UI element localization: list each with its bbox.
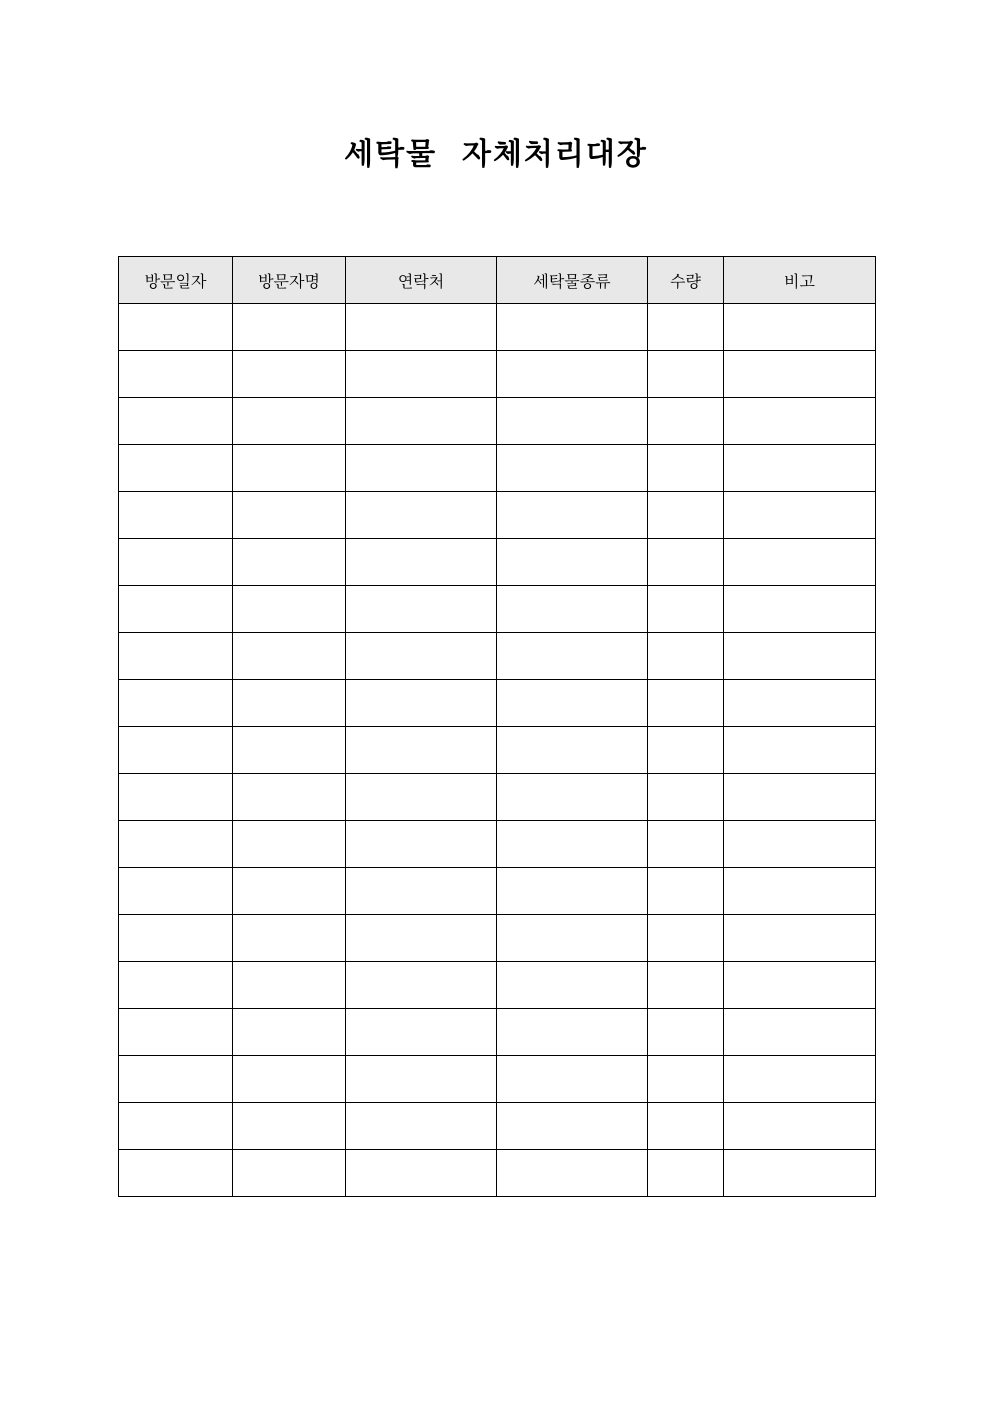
page-title: 세탁물 자체처리대장 <box>344 137 648 172</box>
visitor-name-cell[interactable] <box>233 962 346 1009</box>
remarks-cell[interactable] <box>724 821 876 868</box>
quantity-cell[interactable] <box>648 821 724 868</box>
table-row <box>119 774 876 821</box>
laundry-type-cell[interactable] <box>497 586 648 633</box>
visit-date-cell[interactable] <box>119 539 233 586</box>
column-header-quantity: 수량 <box>648 257 724 304</box>
table-header <box>119 257 876 304</box>
quantity-cell[interactable] <box>648 586 724 633</box>
table-row <box>119 1103 876 1150</box>
column-header-visitor-name: 방문자명 <box>233 257 346 304</box>
laundry-type-cell[interactable] <box>497 1150 648 1197</box>
header-row <box>119 257 876 304</box>
visit-date-cell[interactable] <box>119 492 233 539</box>
remarks-cell[interactable] <box>724 1150 876 1197</box>
remarks-cell[interactable] <box>724 1009 876 1056</box>
contact-cell[interactable] <box>346 586 497 633</box>
column-header-laundry-type: 세탁물종류 <box>497 257 648 304</box>
visit-date-cell[interactable] <box>119 1009 233 1056</box>
table-row <box>119 821 876 868</box>
visit-date-cell[interactable] <box>119 680 233 727</box>
quantity-cell[interactable] <box>648 445 724 492</box>
visit-date-cell[interactable] <box>119 962 233 1009</box>
table-row <box>119 727 876 774</box>
quantity-cell[interactable] <box>648 1056 724 1103</box>
table-row <box>119 1009 876 1056</box>
quantity-cell[interactable] <box>648 304 724 351</box>
contact-cell[interactable] <box>346 1103 497 1150</box>
remarks-cell[interactable] <box>724 1056 876 1103</box>
laundry-type-cell[interactable] <box>497 868 648 915</box>
quantity-cell[interactable] <box>648 774 724 821</box>
contact-cell[interactable] <box>346 1150 497 1197</box>
table-row <box>119 539 876 586</box>
visitor-name-cell[interactable] <box>233 304 346 351</box>
table-row <box>119 492 876 539</box>
contact-cell[interactable] <box>346 304 497 351</box>
laundry-type-cell[interactable] <box>497 633 648 680</box>
laundry-type-cell[interactable] <box>497 539 648 586</box>
laundry-type-cell[interactable] <box>497 351 648 398</box>
remarks-cell[interactable] <box>724 304 876 351</box>
visitor-name-cell[interactable] <box>233 774 346 821</box>
table-row <box>119 633 876 680</box>
table-row <box>119 445 876 492</box>
laundry-type-cell[interactable] <box>497 1103 648 1150</box>
column-header-visit-date: 방문일자 <box>119 257 233 304</box>
remarks-cell[interactable] <box>724 398 876 445</box>
laundry-type-cell[interactable] <box>497 398 648 445</box>
table-row <box>119 351 876 398</box>
contact-cell[interactable] <box>346 915 497 962</box>
quantity-cell[interactable] <box>648 680 724 727</box>
table-row <box>119 962 876 1009</box>
quantity-cell[interactable] <box>648 633 724 680</box>
contact-cell[interactable] <box>346 680 497 727</box>
contact-cell[interactable] <box>346 727 497 774</box>
table-row <box>119 1056 876 1103</box>
quantity-cell[interactable] <box>648 1009 724 1056</box>
contact-cell[interactable] <box>346 1056 497 1103</box>
remarks-cell[interactable] <box>724 492 876 539</box>
visit-date-cell[interactable] <box>119 868 233 915</box>
remarks-cell[interactable] <box>724 680 876 727</box>
laundry-type-cell[interactable] <box>497 821 648 868</box>
contact-cell[interactable] <box>346 633 497 680</box>
visitor-name-cell[interactable] <box>233 1056 346 1103</box>
remarks-cell[interactable] <box>724 868 876 915</box>
quantity-cell[interactable] <box>648 539 724 586</box>
remarks-cell[interactable] <box>724 586 876 633</box>
quantity-cell[interactable] <box>648 398 724 445</box>
laundry-type-cell[interactable] <box>497 962 648 1009</box>
column-header-remarks: 비고 <box>724 257 876 304</box>
visitor-name-cell[interactable] <box>233 1103 346 1150</box>
contact-cell[interactable] <box>346 962 497 1009</box>
table-row <box>119 915 876 962</box>
contact-cell[interactable] <box>346 821 497 868</box>
contact-cell[interactable] <box>346 868 497 915</box>
visitor-name-cell[interactable] <box>233 398 346 445</box>
visit-date-cell[interactable] <box>119 351 233 398</box>
visit-date-cell[interactable] <box>119 398 233 445</box>
contact-cell[interactable] <box>346 492 497 539</box>
quantity-cell[interactable] <box>648 727 724 774</box>
visitor-name-cell[interactable] <box>233 915 346 962</box>
quantity-cell[interactable] <box>648 351 724 398</box>
visit-date-cell[interactable] <box>119 445 233 492</box>
table-row <box>119 304 876 351</box>
visitor-name-cell[interactable] <box>233 821 346 868</box>
visitor-name-cell[interactable] <box>233 727 346 774</box>
quantity-cell[interactable] <box>648 915 724 962</box>
quantity-cell[interactable] <box>648 868 724 915</box>
visit-date-cell[interactable] <box>119 1056 233 1103</box>
visit-date-cell[interactable] <box>119 304 233 351</box>
laundry-type-cell[interactable] <box>497 304 648 351</box>
column-header-contact: 연락처 <box>346 257 497 304</box>
visitor-name-cell[interactable] <box>233 586 346 633</box>
laundry-type-cell[interactable] <box>497 774 648 821</box>
contact-cell[interactable] <box>346 398 497 445</box>
visitor-name-cell[interactable] <box>233 868 346 915</box>
visit-date-cell[interactable] <box>119 774 233 821</box>
laundry-type-cell[interactable] <box>497 1009 648 1056</box>
contact-cell[interactable] <box>346 539 497 586</box>
contact-cell[interactable] <box>346 445 497 492</box>
remarks-cell[interactable] <box>724 633 876 680</box>
laundry-ledger-table <box>118 256 876 1197</box>
visit-date-cell[interactable] <box>119 1150 233 1197</box>
remarks-cell[interactable] <box>724 1103 876 1150</box>
contact-cell[interactable] <box>346 774 497 821</box>
laundry-type-cell[interactable] <box>497 445 648 492</box>
visitor-name-cell[interactable] <box>233 1150 346 1197</box>
visitor-name-cell[interactable] <box>233 633 346 680</box>
laundry-type-cell[interactable] <box>497 1056 648 1103</box>
laundry-type-cell[interactable] <box>497 680 648 727</box>
remarks-cell[interactable] <box>724 915 876 962</box>
quantity-cell[interactable] <box>648 1150 724 1197</box>
quantity-cell[interactable] <box>648 1103 724 1150</box>
remarks-cell[interactable] <box>724 351 876 398</box>
visit-date-cell[interactable] <box>119 1103 233 1150</box>
visit-date-cell[interactable] <box>119 633 233 680</box>
laundry-type-cell[interactable] <box>497 915 648 962</box>
visitor-name-cell[interactable] <box>233 445 346 492</box>
remarks-cell[interactable] <box>724 774 876 821</box>
table-row <box>119 1150 876 1197</box>
table-row <box>119 868 876 915</box>
visit-date-cell[interactable] <box>119 586 233 633</box>
table-row <box>119 398 876 445</box>
remarks-cell[interactable] <box>724 539 876 586</box>
laundry-type-cell[interactable] <box>497 492 648 539</box>
laundry-type-cell[interactable] <box>497 727 648 774</box>
table-body <box>119 304 876 1197</box>
visit-date-cell[interactable] <box>119 821 233 868</box>
visitor-name-cell[interactable] <box>233 492 346 539</box>
visitor-name-cell[interactable] <box>233 351 346 398</box>
visit-date-cell[interactable] <box>119 915 233 962</box>
visit-date-cell[interactable] <box>119 727 233 774</box>
contact-cell[interactable] <box>346 1009 497 1056</box>
visitor-name-cell[interactable] <box>233 539 346 586</box>
contact-cell[interactable] <box>346 351 497 398</box>
visitor-name-cell[interactable] <box>233 1009 346 1056</box>
visitor-name-cell[interactable] <box>233 680 346 727</box>
remarks-cell[interactable] <box>724 962 876 1009</box>
remarks-cell[interactable] <box>724 445 876 492</box>
table-row <box>119 586 876 633</box>
quantity-cell[interactable] <box>648 962 724 1009</box>
table-row <box>119 680 876 727</box>
quantity-cell[interactable] <box>648 492 724 539</box>
remarks-cell[interactable] <box>724 727 876 774</box>
